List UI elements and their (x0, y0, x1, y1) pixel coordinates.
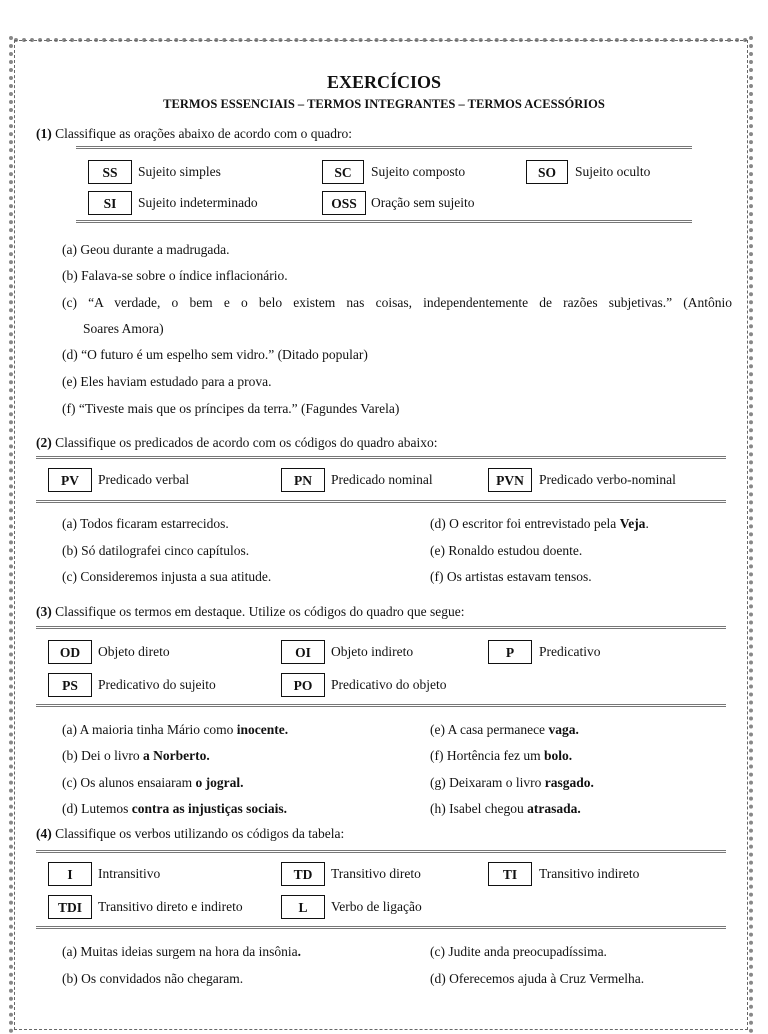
code-label: Transitivo direto e indireto (98, 899, 243, 914)
code-box: SO (526, 160, 568, 184)
list-item: (b) Só datilografei cinco capítulos. (62, 543, 250, 558)
list-item: (c) Consideremos injusta a sua atitude. (62, 569, 272, 584)
list-item: (g) Deixaram o livro rasgado. (430, 775, 594, 790)
code-label: Predicativo do objeto (331, 677, 447, 692)
list-item: (a) A maioria tinha Mário como inocente. (62, 722, 289, 737)
code-label: Predicado nominal (331, 472, 433, 487)
list-item: (d) O escritor foi entrevistado pela Veja. (430, 516, 649, 531)
divider (76, 220, 692, 223)
code-label: Sujeito indeterminado (138, 195, 258, 210)
code-box: OSS (322, 191, 366, 215)
code-box: PVN (488, 468, 532, 492)
list-item: (h) Isabel chegou atrasada. (430, 801, 581, 816)
code-box: PV (48, 468, 92, 492)
list-item: (d) Oferecemos ajuda à Cruz Vermelha. (430, 971, 645, 986)
code-label: Objeto indireto (331, 644, 414, 659)
code-label: Sujeito oculto (575, 164, 651, 179)
code-box: SI (88, 191, 132, 215)
code-label: Transitivo direto (331, 866, 421, 881)
list-item: (d) Lutemos contra as injustiças sociais. (62, 801, 287, 816)
list-item: (a) Muitas ideias surgem na hora da insônia. (62, 944, 301, 959)
question-2: (2) Classifique os predicados de acordo com os códigos do quadro abaixo: (36, 435, 438, 450)
question-3: (3) Classifique os termos em destaque. Utilize os códigos do quadro que segue: (36, 604, 465, 619)
code-box: OD (48, 640, 92, 664)
code-box: SC (322, 160, 364, 184)
list-item: (c) Judite anda preocupadíssima. (430, 944, 607, 959)
divider (36, 626, 726, 629)
list-item: Soares Amora) (83, 321, 164, 336)
code-label: Intransitivo (98, 866, 161, 881)
code-box: OI (281, 640, 325, 664)
code-label: Predicado verbal (98, 472, 190, 487)
list-item: (c) “A verdade, o bem e o belo existem nas coisas, independentemente de razões subjetivas.” (Antônio (62, 295, 732, 310)
code-box: SS (88, 160, 132, 184)
code-box: TDI (48, 895, 92, 919)
list-item: (e) Eles haviam estudado para a prova. (62, 374, 272, 389)
list-item: (f) Os artistas estavam tensos. (430, 569, 592, 584)
list-item: (f) Hortência fez um bolo. (430, 748, 573, 763)
list-item: (b) Dei o livro a Norberto. (62, 748, 210, 763)
code-label: Objeto direto (98, 644, 170, 659)
code-box: L (281, 895, 325, 919)
divider (36, 456, 726, 459)
code-label: Predicado verbo-nominal (539, 472, 676, 487)
code-box: PO (281, 673, 325, 697)
list-item: (e) Ronaldo estudou doente. (430, 543, 583, 558)
code-label: Sujeito composto (371, 164, 466, 179)
question-1: (1) Classifique as orações abaixo de acordo com o quadro: (36, 126, 353, 141)
code-label: Transitivo indireto (539, 866, 640, 881)
code-box: PN (281, 468, 325, 492)
page-title: EXERCÍCIOS (326, 72, 442, 92)
divider (76, 146, 692, 149)
code-box: PS (48, 673, 92, 697)
divider (36, 500, 726, 503)
code-label: Predicativo do sujeito (98, 677, 216, 692)
code-label: Sujeito simples (138, 164, 221, 179)
code-box: TD (281, 862, 325, 886)
list-item: (f) “Tiveste mais que os príncipes da terra.” (Fagundes Varela) (62, 401, 400, 416)
list-item: (b) Os convidados não chegaram. (62, 971, 244, 986)
code-box: TI (488, 862, 532, 886)
code-label: Predicativo (539, 644, 601, 659)
code-box: I (48, 862, 92, 886)
page-subtitle: TERMOS ESSENCIAIS – TERMOS INTEGRANTES – TERMOS ACESSÓRIOS (163, 97, 605, 111)
list-item: (a) Todos ficaram estarrecidos. (62, 516, 229, 531)
list-item: (c) Os alunos ensaiaram o jogral. (62, 775, 244, 790)
code-label: Oração sem sujeito (371, 195, 475, 210)
list-item: (b) Falava-se sobre o índice inflacionário. (62, 268, 288, 283)
list-item: (a) Geou durante a madrugada. (62, 242, 230, 257)
code-label: Verbo de ligação (331, 899, 422, 914)
list-item: (d) “O futuro é um espelho sem vidro.” (Ditado popular) (62, 347, 368, 362)
divider (36, 704, 726, 707)
divider (36, 926, 726, 929)
divider (36, 850, 726, 853)
list-item: (e) A casa permanece vaga. (430, 722, 579, 737)
question-4: (4) Classifique os verbos utilizando os códigos da tabela: (36, 826, 345, 841)
code-box: P (488, 640, 532, 664)
